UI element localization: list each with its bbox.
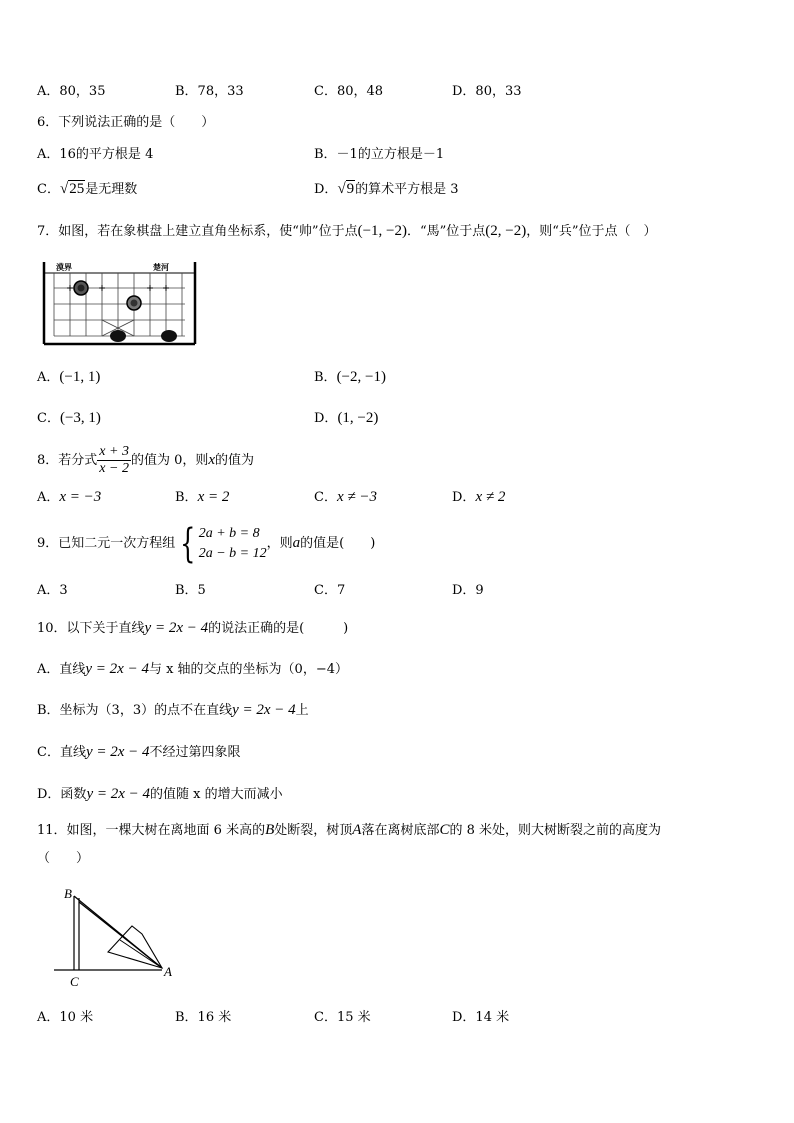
q5-option-a: A．80，35	[37, 84, 106, 99]
q8-option-d-expr: x ≠ 2	[475, 489, 506, 505]
q8-option-b-label: B．	[175, 490, 198, 505]
q7-option-b	[314, 368, 386, 387]
q7-option-d-label: D．	[314, 411, 338, 426]
q11-stem-a: 11．如图，一棵大树在离地面 6 米高的	[37, 823, 266, 838]
q7-option-a-value: (−1, 1)	[59, 369, 101, 385]
q7-option-c	[37, 409, 101, 428]
q5-option-b: B．78，33	[175, 84, 244, 99]
q11-stem	[37, 821, 661, 840]
q10-option-d	[37, 785, 283, 804]
q10-stem-b: 的说法正确的是( )	[208, 621, 349, 636]
q10-option-b	[37, 701, 309, 720]
q11-stem-d: 的 8 米处，则大树断裂之前的高度为	[449, 823, 662, 838]
q8-option-b	[175, 488, 229, 507]
q6-option-d	[314, 180, 459, 199]
sqrt-25: √25	[59, 181, 85, 197]
q7-stem-a: 7．如图，若在象棋盘上建立直角坐标系，使“帅”位于点	[37, 224, 358, 239]
q9-stem	[37, 521, 375, 566]
q8-option-a-label: A．	[37, 490, 60, 505]
q10-option-c	[37, 743, 241, 762]
q9-stem-b: ，则	[266, 536, 293, 551]
q7-point-ma: (2, −2)	[485, 223, 527, 239]
q10-option-c-text-2: 不经过第四象限	[149, 745, 241, 760]
q8-stem-b: 的值为 0，则	[130, 453, 209, 468]
q9-equation-1: 2a + b = 8	[198, 525, 260, 541]
q11-option-a: A．10 米	[37, 1010, 94, 1025]
q11-point-a: A	[352, 822, 362, 838]
q9-stem-a: 9．已知二元一次方程组	[37, 536, 176, 551]
q7-stem	[37, 222, 657, 241]
q8-var: x	[208, 452, 216, 468]
chess-board-figure	[40, 258, 200, 348]
q10-option-d-text-2: 的值随 x 的增大而减小	[150, 787, 283, 802]
q7-option-d	[314, 409, 378, 428]
q8-option-c-label: C．	[314, 490, 337, 505]
q9-option-a: A．3	[37, 583, 68, 598]
q7-option-c-value: (−3, 1)	[59, 410, 101, 426]
q7-option-a	[37, 368, 100, 387]
q6-option-c-prefix: C．	[37, 182, 60, 197]
q8-option-b-expr: x = 2	[197, 489, 230, 505]
q10-option-a-eq: y = 2x − 4	[85, 661, 149, 677]
q9-option-b: B．5	[175, 583, 206, 598]
q6-option-c-suffix: 是无理数	[85, 182, 138, 197]
q8-option-c-expr: x ≠ −3	[336, 489, 377, 505]
tree-label-b: B	[64, 886, 72, 901]
q11-option-b: B．16 米	[175, 1010, 232, 1025]
q8-fraction-denominator: x − 2	[99, 461, 129, 476]
q6-option-b: B．－1的立方根是－1	[314, 147, 445, 162]
q7-option-b-label: B．	[314, 370, 337, 385]
q10-option-d-text-1: D．函数	[37, 787, 87, 802]
q8-fraction-numerator: x + 3	[99, 444, 129, 459]
q11-point-c: C	[439, 822, 450, 838]
q6-option-d-suffix: 的算术平方根是 3	[355, 182, 459, 197]
q10-line-eq: y = 2x − 4	[144, 620, 209, 636]
board-label-left: 漠界	[56, 263, 72, 272]
chess-piece-shuai	[110, 330, 126, 342]
q11-option-d: D．14 米	[452, 1010, 510, 1025]
q11-option-c: C．15 米	[314, 1010, 371, 1025]
q7-option-b-value: (−2, −1)	[336, 369, 386, 385]
q8-option-a	[37, 488, 101, 507]
q7-stem-b: ．“馬”位于点	[407, 224, 486, 239]
q9-var: a	[292, 535, 301, 551]
tree-label-c: C	[70, 974, 79, 989]
q10-option-d-eq: y = 2x − 4	[86, 786, 150, 802]
q10-option-b-text-1: B．坐标为（3，3）的点不在直线	[37, 703, 233, 718]
q9-equation-2: 2a − b = 12	[198, 545, 267, 561]
q10-stem	[37, 619, 348, 638]
q10-option-c-eq: y = 2x − 4	[85, 744, 150, 760]
q11-stem-paren: （ ）	[37, 851, 90, 866]
q7-option-a-label: A．	[37, 370, 60, 385]
q5-option-d: D．80，33	[452, 84, 522, 99]
q6-option-d-prefix: D．	[314, 182, 338, 197]
q9-equation-system	[199, 524, 267, 564]
q6-stem: 6．下列说法正确的是（ ）	[37, 115, 215, 130]
q9-option-d: D．9	[452, 583, 484, 598]
q6-option-a: A．16的平方根是 4	[37, 147, 154, 162]
q7-option-c-label: C．	[37, 411, 60, 426]
q8-stem	[37, 443, 254, 478]
q9-stem-c: 的值是( )	[300, 536, 376, 551]
radicand-9: 9	[346, 181, 355, 197]
q10-option-a-text-1: A．直线	[37, 662, 86, 677]
q7-option-d-value: (1, −2)	[337, 410, 379, 426]
q11-point-b: B	[265, 822, 275, 838]
q8-stem-a: 8．若分式	[37, 453, 98, 468]
q8-option-d	[452, 488, 505, 507]
q7-stem-c: ，则“兵”位于点（ ）	[526, 224, 657, 239]
q10-option-c-text-1: C．直线	[37, 745, 86, 760]
q5-option-c: C．80，48	[314, 84, 384, 99]
chess-piece-ma	[161, 330, 177, 342]
q10-option-a	[37, 660, 348, 679]
q11-stem-c: 落在离树底部	[361, 823, 440, 838]
board-label-right: 楚河	[153, 263, 169, 272]
q10-option-b-text-2: 上	[295, 703, 309, 718]
q10-option-a-text-2: 与 x 轴的交点的坐标为（0，−4）	[148, 662, 348, 677]
q8-option-d-label: D．	[452, 490, 476, 505]
left-brace: {	[180, 520, 196, 567]
q9-option-c: C．7	[314, 583, 346, 598]
radicand-25: 25	[69, 181, 85, 197]
q6-option-c	[37, 180, 137, 199]
sqrt-9: √9	[337, 181, 355, 197]
q8-stem-c: 的值为	[215, 453, 255, 468]
q11-stem-b: 处断裂，树顶	[274, 823, 353, 838]
q10-option-b-eq: y = 2x − 4	[232, 702, 296, 718]
q10-stem-a: 10．以下关于直线	[37, 621, 145, 636]
tree-figure	[50, 882, 185, 992]
tree-label-a: A	[164, 964, 172, 979]
q8-fraction	[97, 444, 131, 477]
q8-option-c	[314, 488, 377, 507]
q7-point-shuai: (−1, −2)	[357, 223, 407, 239]
q8-option-a-expr: x = −3	[59, 489, 102, 505]
